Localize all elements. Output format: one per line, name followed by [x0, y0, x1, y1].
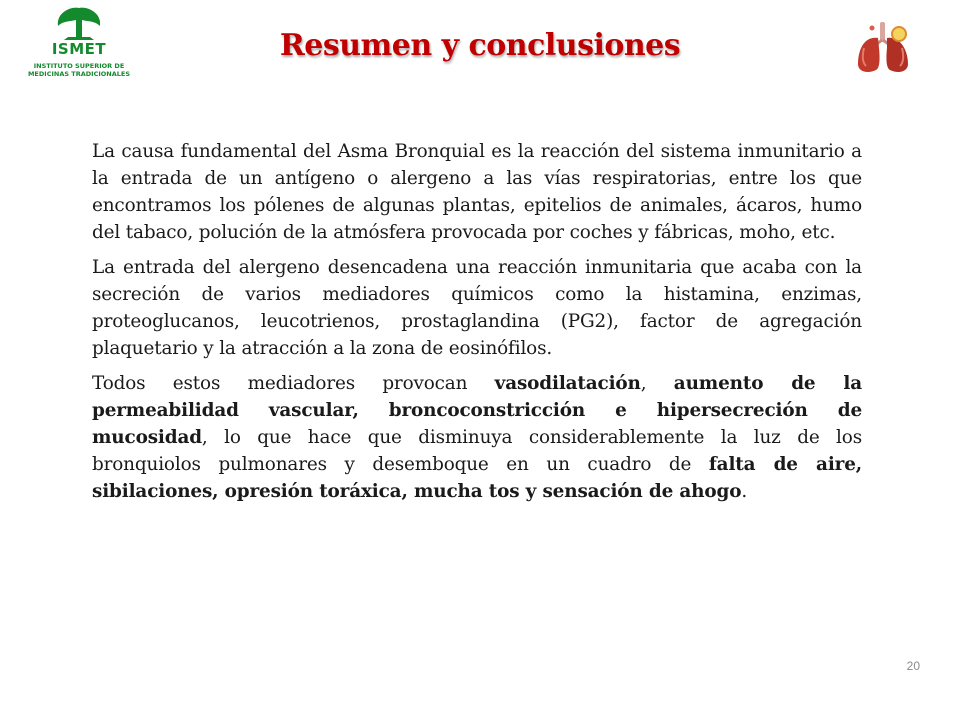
- page-number: 20: [906, 659, 920, 673]
- paragraph-3-bold-1: vasodilatación: [494, 373, 641, 394]
- paragraph-3-bold-2: aumento de la permeabilidad vascular, broncoconstricción e hipersecreción de mucosidad: [92, 373, 862, 448]
- paragraph-3-text-4: .: [741, 481, 748, 502]
- paragraph-3: [92, 370, 862, 505]
- paragraph-3-text-1: Todos estos mediadores provocan: [92, 373, 495, 394]
- paragraph-2: La entrada del alergeno desencadena una reacción inmunitaria que acaba con la secreción de varios mediadores químicos como la histamina, enzimas, proteoglucanos, leucotrienos, prostaglandina (PG2), factor de agregación plaquetario y la atracción a la zona de eosinófilos.: [92, 257, 862, 359]
- paragraph-1: La causa fundamental del Asma Bronquial es la reacción del sistema inmunitario a la entrada de un antígeno o alergeno a las vías respiratorias, entre los que encontramos los pólenes de algunas plantas, epitelios de animales, ácaros, humo del tabaco, polución de la atmósfera provocada por coches y fábricas, moho, etc.: [92, 141, 862, 243]
- paragraph-3-text-3: , lo que hace que disminuya considerablemente la luz de los bronquiolos pulmonares y desemboque en un cuadro de: [92, 427, 862, 475]
- paragraph-3-bold-3: falta de aire, sibilaciones, opresión toráxica, mucha tos y sensación de ahogo: [92, 454, 863, 502]
- logo-subtitle-line2: MEDICINAS TRADICIONALES: [27, 70, 131, 78]
- slide-body: [92, 138, 862, 513]
- paragraph-3-text-2: ,: [640, 373, 674, 394]
- lungs-icon: [852, 18, 914, 78]
- logo-brand: ISMET: [51, 40, 107, 58]
- logo-subtitle-line1: INSTITUTO SUPERIOR DE: [33, 62, 125, 70]
- slide-title: Resumen y conclusiones: [279, 28, 681, 63]
